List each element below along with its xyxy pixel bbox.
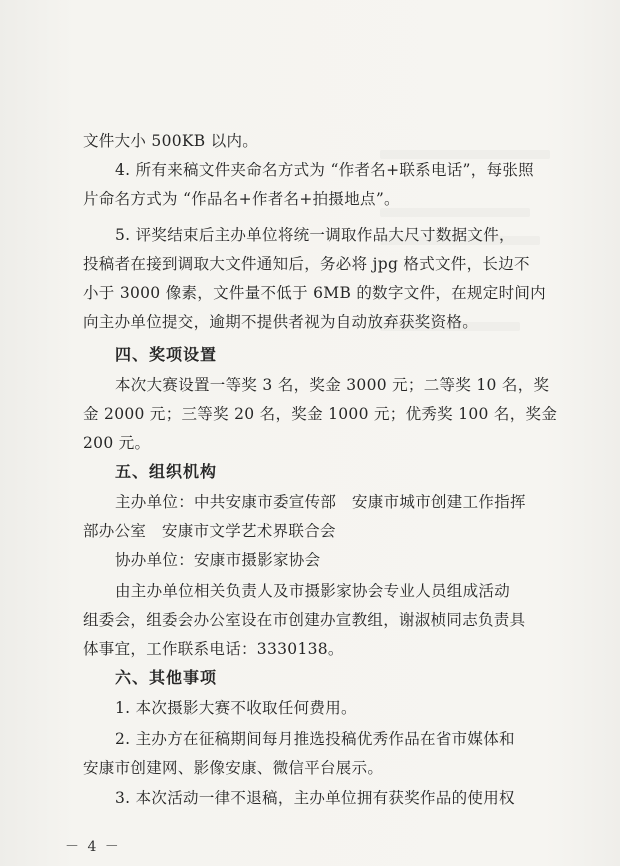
body-line: 小于 3000 像素，文件量不低于 6MB 的数字文件，在规定时间内	[83, 284, 546, 302]
bleed-through-mark	[380, 208, 530, 217]
body-line: 安康市创建网、影像安康、微信平台展示。	[83, 759, 384, 777]
body-line: 1. 本次摄影大赛不收取任何费用。	[115, 699, 357, 717]
body-line: 3. 本次活动一律不退稿，主办单位拥有获奖作品的使用权	[115, 789, 515, 807]
body-line: 向主办单位提交，逾期不提供者视为自动放弃获奖资格。	[83, 313, 479, 331]
body-line: 2. 主办方在征稿期间每月推选投稿优秀作品在省市媒体和	[115, 730, 515, 748]
body-line: 片命名方式为 “作品名+作者名+拍摄地点”。	[83, 190, 400, 208]
section-heading-awards: 四、奖项设置	[115, 345, 218, 364]
body-line: 协办单位：安康市摄影家协会	[115, 551, 321, 569]
body-line: 由主办单位相关负责人及市摄影家协会专业人员组成活动	[115, 582, 511, 600]
body-line: 本次大赛设置一等奖 3 名，奖金 3000 元；二等奖 10 名，奖	[115, 376, 550, 394]
body-line: 部办公室 安康市文学艺术界联合会	[83, 522, 336, 540]
body-line: 4. 所有来稿文件夹命名方式为 “作者名+联系电话”，每张照	[115, 161, 534, 179]
body-line: 200 元。	[83, 434, 151, 452]
bleed-through-mark	[380, 150, 550, 159]
page-number: － 4 －	[65, 839, 121, 855]
body-line: 主办单位：中共安康市委宣传部 安康市城市创建工作指挥	[115, 493, 526, 511]
section-heading-other: 六、其他事项	[115, 668, 218, 687]
body-line: 投稿者在接到调取大文件通知后，务必将 jpg 格式文件，长边不	[83, 255, 530, 273]
body-line: 文件大小 500KB 以内。	[83, 132, 259, 150]
section-heading-organization: 五、组织机构	[115, 462, 218, 481]
body-line: 组委会，组委会办公室设在市创建办宣教组，谢淑桢同志负责具	[83, 611, 526, 629]
body-line: 5. 评奖结束后主办单位将统一调取作品大尺寸数据文件，	[115, 226, 515, 244]
body-line: 体事宜，工作联系电话：3330138。	[83, 640, 344, 658]
body-line: 金 2000 元；三等奖 20 名，奖金 1000 元；优秀奖 100 名，奖金	[83, 405, 558, 423]
